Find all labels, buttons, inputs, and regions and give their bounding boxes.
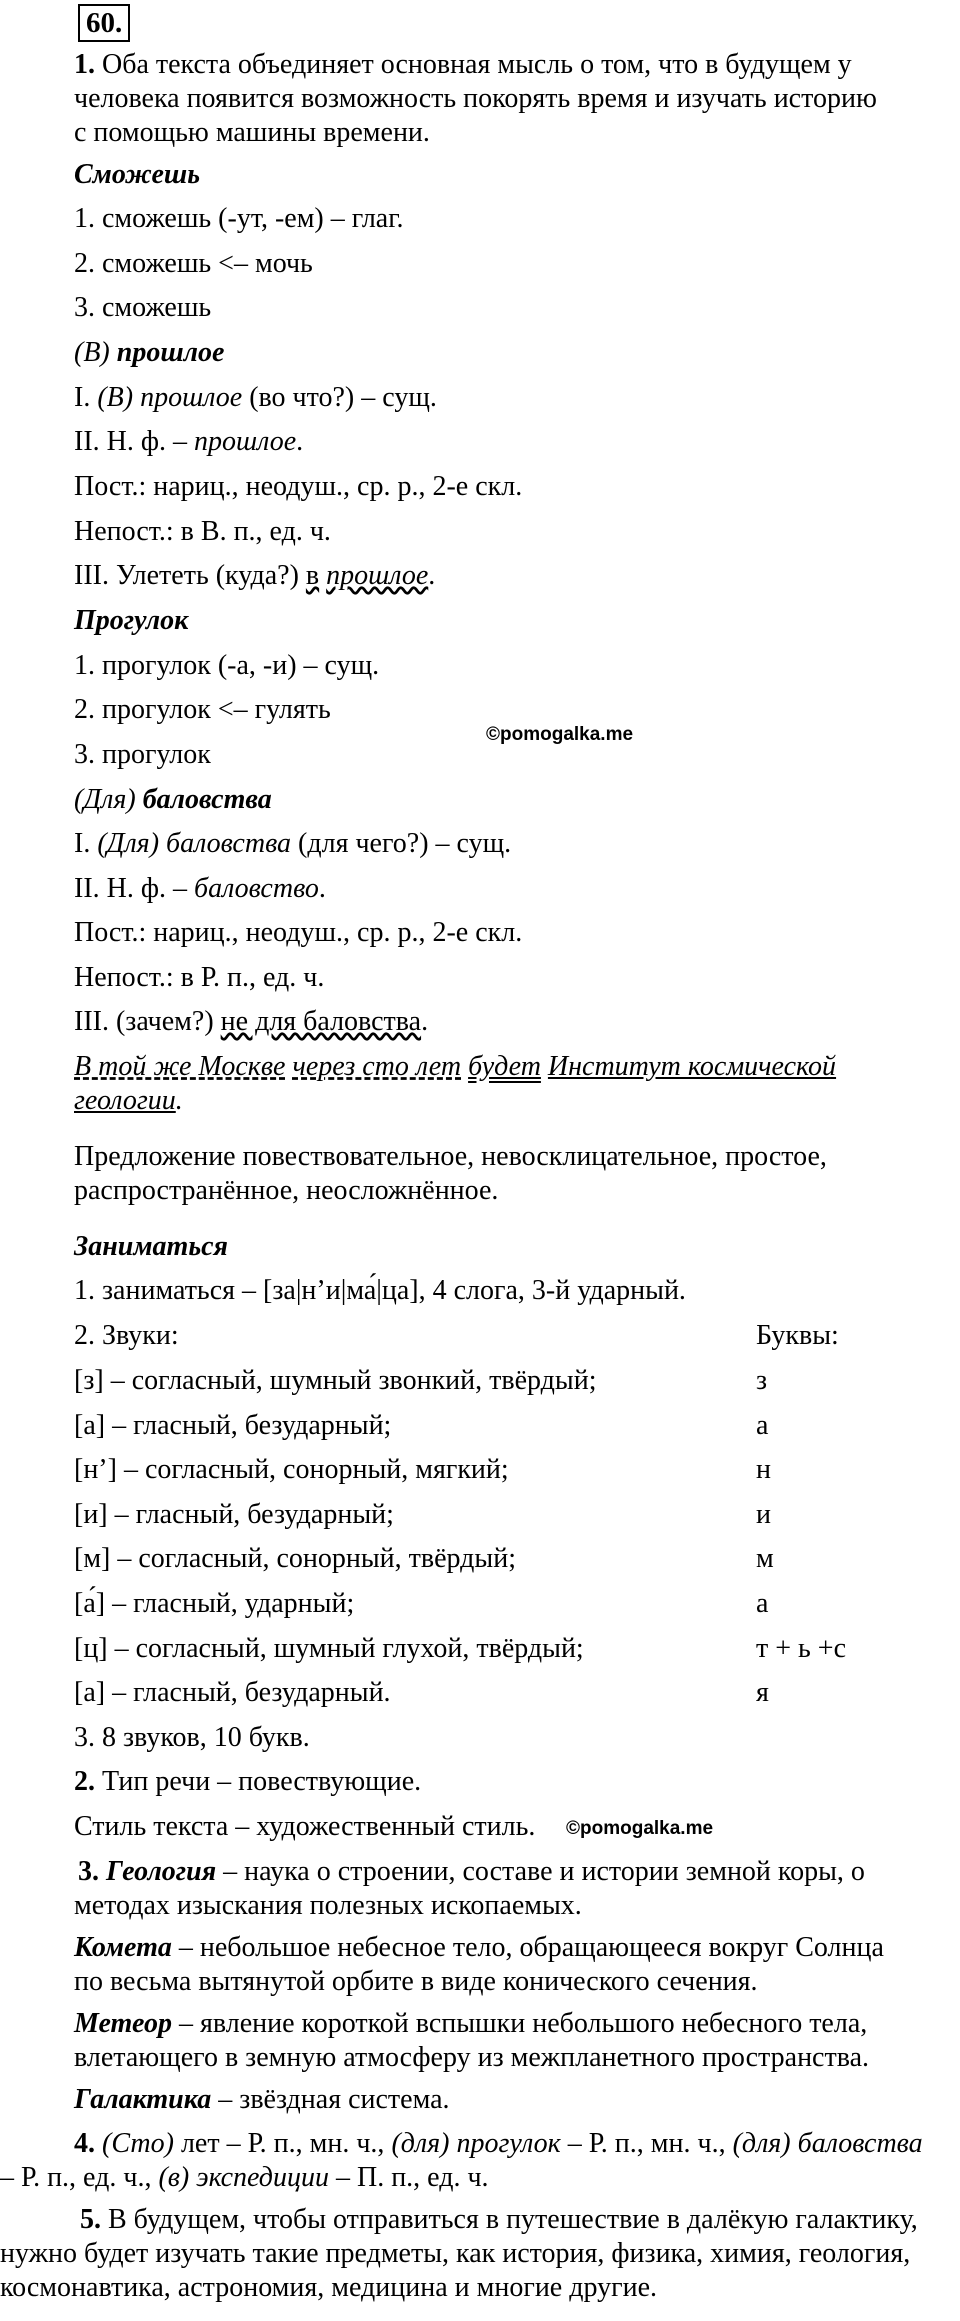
letter-cell: м (756, 1543, 774, 1575)
paragraph-5: 5. В будущем, чтобы отправиться в путешествие в далёкую галактику, нужно будет изучать такие предметы, как история, физика, химия, геология, космонавтика, астрономия, медицина и многие другие. (0, 2204, 918, 2303)
paragraph-2: 2. Тип речи – повествующие. (74, 1766, 422, 1797)
letter-cell: н (756, 1454, 771, 1486)
sounds-label: 2. Звуки: (74, 1320, 179, 1351)
sound-row: [м] – согласный, сонорный, твёрдый; (74, 1543, 516, 1575)
smozhesh-line-1: 1. сможешь (-ут, -ем) – глаг. (74, 203, 404, 234)
zanimatsya-summary: 3. 8 звуков, 10 букв. (74, 1722, 310, 1753)
proshloe-line-4: Непост.: в В. п., ед. ч. (74, 516, 331, 547)
progulok-line-1: 1. прогулок (-а, -и) – сущ. (74, 650, 380, 681)
watermark: ©pomogalka.me (486, 724, 634, 745)
paragraph-4: 4. (Сто) лет – Р. п., мн. ч., (для) прогулок – Р. п., мн. ч., (для) баловства – Р. п., ед. ч., (в) экспедиции – П. п., ед. ч. (0, 2128, 923, 2193)
balovstva-line-3: Пост.: нариц., неодуш., ср. р., 2-е скл. (74, 917, 523, 948)
proshloe-line-5: III. Улететь (куда?) в прошлое. (74, 560, 436, 591)
progulok-line-2: 2. прогулок <– гулять (74, 694, 331, 725)
heading-balovstva: (Для) баловства (74, 784, 272, 815)
watermark-2: ©pomogalka.me (566, 1818, 714, 1839)
style-line: Стиль текста – художественный стиль. (74, 1811, 536, 1842)
heading-zanimatsya: Заниматься (74, 1231, 228, 1262)
balovstva-line-5: III. (зачем?) не для баловства. (74, 1006, 429, 1037)
sound-row: [ц] – согласный, шумный глухой, твёрдый; (74, 1632, 584, 1664)
letter-cell: а (756, 1409, 769, 1441)
balovstva-line-1: I. (Для) баловства (для чего?) – сущ. (74, 828, 512, 859)
proshloe-line-2: II. Н. ф. – прошлое. (74, 426, 304, 457)
letter-cell: т + ь +с (756, 1632, 847, 1664)
sound-row: [а́] – гласный, ударный; (74, 1588, 355, 1619)
paragraph-1: 1. Оба текста объединяет основная мысль о том, что в будущем у человека появится возможность покорять время и изучать историю с помощью машины времени. (74, 49, 877, 148)
definition-kometa: Комета – небольшое небесное тело, обращающееся вокруг Солнца по весьма вытянутой орбите в виде конического сечения. (74, 1932, 884, 1997)
smozhesh-line-2: 2. сможешь <– мочь (74, 248, 313, 279)
sound-row: [а] – гласный, безударный. (74, 1677, 391, 1709)
letters-label: Буквы: (756, 1320, 839, 1351)
proshloe-line-3: Пост.: нариц., неодуш., ср. р., 2-е скл. (74, 471, 523, 502)
sound-row: [з] – согласный, шумный звонкий, твёрдый; (74, 1365, 597, 1396)
paragraph-3: 3. Геология – наука о строении, составе и истории земной коры, о методах изыскания полезных ископаемых. (74, 1856, 865, 1921)
letter-cell: я (756, 1677, 769, 1709)
heading-proshloe: (В) прошлое (74, 337, 225, 368)
sound-row: [а] – гласный, безударный; (74, 1409, 392, 1441)
letter-cell: з (756, 1365, 768, 1396)
heading-progulok: Прогулок (74, 605, 189, 636)
balovstva-line-4: Непост.: в Р. п., ед. ч. (74, 962, 325, 993)
zanimatsya-line-1: 1. заниматься – [за|н’и|ма́|ца], 4 слога, 3-й ударный. (74, 1275, 686, 1306)
analysed-sentence: В той же Москве через сто лет будет Институт космической геологии. (74, 1051, 837, 1116)
smozhesh-line-3: 3. сможешь (74, 292, 212, 323)
progulok-line-3: 3. прогулок (74, 739, 211, 770)
letter-cell: и (756, 1498, 771, 1530)
definition-galaktika: Галактика – звёздная система. (74, 2084, 450, 2115)
sentence-description: Предложение повествовательное, невосклицательное, простое, распространённое, неосложнённое. (74, 1141, 827, 1206)
heading-smozhesh: Сможешь (74, 159, 200, 190)
proshloe-line-1: I. (В) прошлое (во что?) – сущ. (74, 382, 437, 413)
sound-row: [и] – гласный, безударный; (74, 1498, 394, 1530)
letter-cell: а (756, 1588, 769, 1619)
sound-row: [н’] – согласный, сонорный, мягкий; (74, 1454, 509, 1486)
definition-meteor: Метеор – явление короткой вспышки небольшого небесного тела, влетающего в земную атмосферу из межпланетного пространства. (74, 2008, 869, 2073)
task-number: 60. (78, 4, 130, 42)
balovstva-line-2: II. Н. ф. – баловство. (74, 873, 326, 904)
